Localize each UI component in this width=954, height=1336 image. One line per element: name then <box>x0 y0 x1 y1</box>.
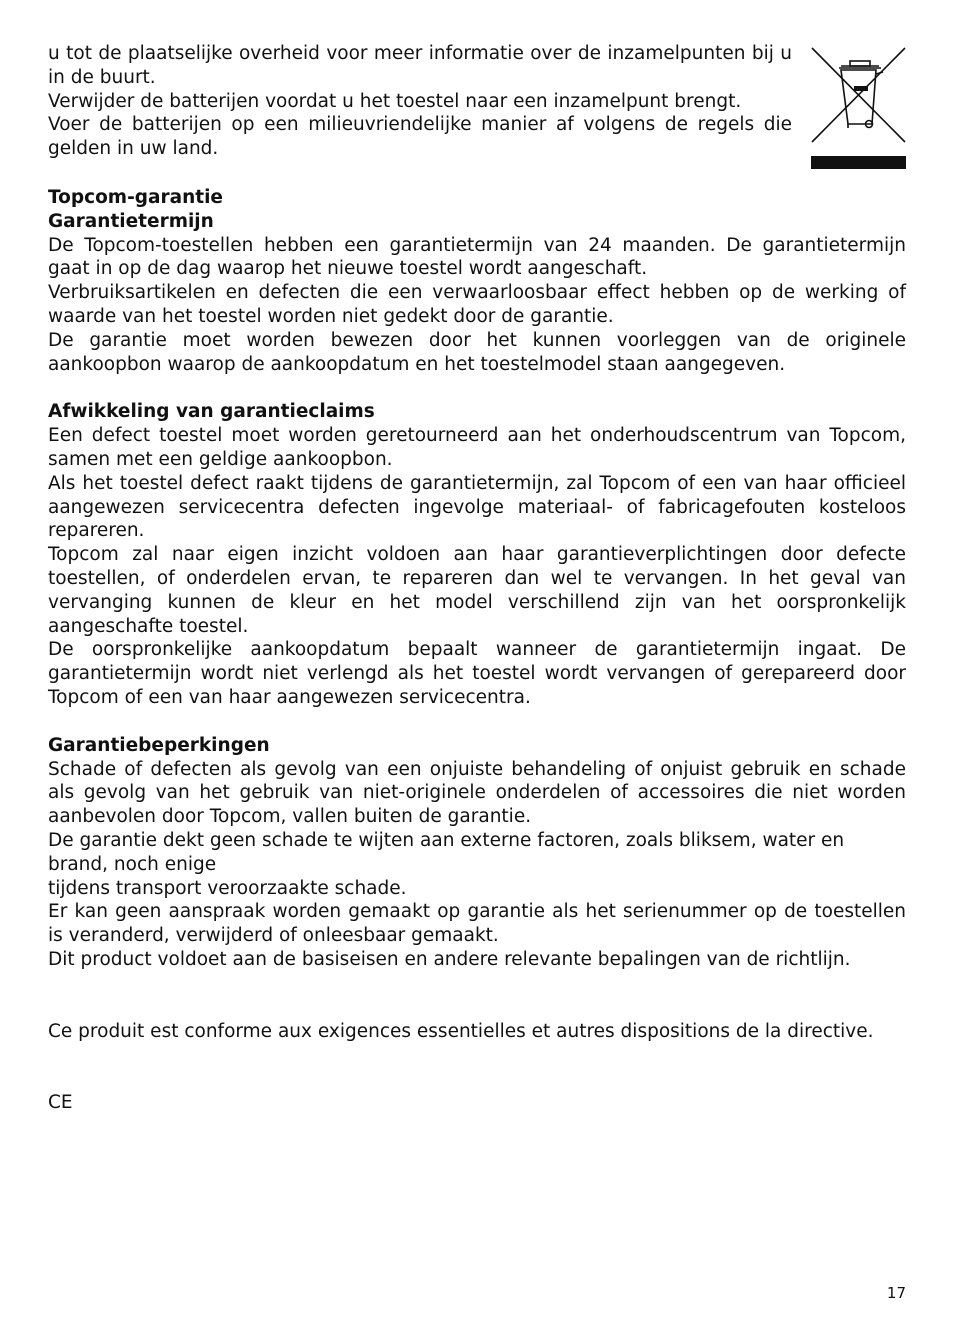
spacer <box>48 972 906 1020</box>
claims-paragraph: Topcom zal naar eigen inzicht voldoen aan haar garantieverplichtingen door defecte toestellen, of onderdelen ervan, te repareren dan wel te vervangen. In het geval van vervanging kunnen de kleur en het model verschillend zijn van het oorspronkelijk aangeschafte toestel. <box>48 544 906 637</box>
warranty-paragraph: Verbruiksartikelen en defecten die een verwaarloosbaar effect hebben op de werking of waarde van het toestel worden niet gedekt door de garantie. <box>48 282 906 327</box>
limitations-section <box>48 734 906 972</box>
warranty-paragraph: De garantie moet worden bewezen door het kunnen voorleggen van de originele aankoopbon waarop de aankoopdatum en het toestelmodel staan aangegeven. <box>48 329 906 375</box>
limitations-heading: Garantiebeperkingen <box>48 734 270 756</box>
claims-paragraph: De oorspronkelijke aankoopdatum bepaalt wanneer de garantietermijn ingaat. De garantietermijn wordt niet verlengd als het toestel wordt vervangen of gerepareerd door Topcom of een van haar aangewezen servicecentra. <box>48 639 906 708</box>
claims-heading: Afwikkeling van garantieclaims <box>48 401 375 423</box>
ce-mark: CE <box>48 1092 73 1114</box>
warranty-heading: Topcom-garantie <box>48 186 223 208</box>
warranty-paragraph: De Topcom-toestellen hebben een garantietermijn van 24 maanden. De garantietermijn gaat in op de dag waarop het nieuwe toestel wordt aangeschaft. <box>48 234 906 280</box>
intro-paragraph-2: Verwijder de batterijen voordat u het toestel naar een inzamelpunt brengt. <box>48 90 742 112</box>
claims-section <box>48 400 906 709</box>
document-page <box>48 42 906 1115</box>
intro-paragraph-1: u tot de plaatselijke overheid voor meer informatie over de inzamelpunten bij u in de buurt. <box>48 43 792 88</box>
disposal-intro <box>48 42 792 161</box>
warranty-term-heading: Garantietermijn <box>48 210 214 232</box>
french-conformity-line: Ce produit est conforme aux exigences essentielles et autres dispositions de la directive. <box>48 1020 874 1042</box>
limitations-paragraph: Dit product voldoet aan de basiseisen en andere relevante bepalingen van de richtlijn. <box>48 948 851 970</box>
limitations-paragraph: tijdens transport veroorzaakte schade. <box>48 877 407 899</box>
spacer <box>48 1043 906 1091</box>
warranty-section <box>48 186 906 376</box>
page-number: 17 <box>886 1284 906 1302</box>
limitations-paragraph: Er kan geen aanspraak worden gemaakt op garantie als het serienummer op de toestellen is veranderd, verwijderd of onleesbaar gemaakt. <box>48 901 906 947</box>
claims-paragraph: Als het toestel defect raakt tijdens de garantietermijn, zal Topcom of een van haar officieel aangewezen servicecentra defecten ingevolge materiaal- of fabricagefouten kosteloos repareren. <box>48 472 906 542</box>
limitations-paragraph: De garantie dekt geen schade te wijten aan externe factoren, zoals bliksem, water en brand, noch enige <box>48 829 845 875</box>
intro-paragraph-3: Voer de batterijen op een milieuvriendelijke manier af volgens de regels die gelden in uw land. <box>48 114 792 160</box>
limitations-paragraph: Schade of defecten als gevolg van een onjuiste behandeling of onjuist gebruik en schade als gevolg van het gebruik van niet-originele onderdelen of accessoires die niet worden aanbevolen door Topcom, vallen buiten de garantie. <box>48 758 906 828</box>
claims-paragraph: Een defect toestel moet worden geretourneerd aan het onderhoudscentrum van Topcom, samen met een geldige aankoopbon. <box>48 425 906 470</box>
